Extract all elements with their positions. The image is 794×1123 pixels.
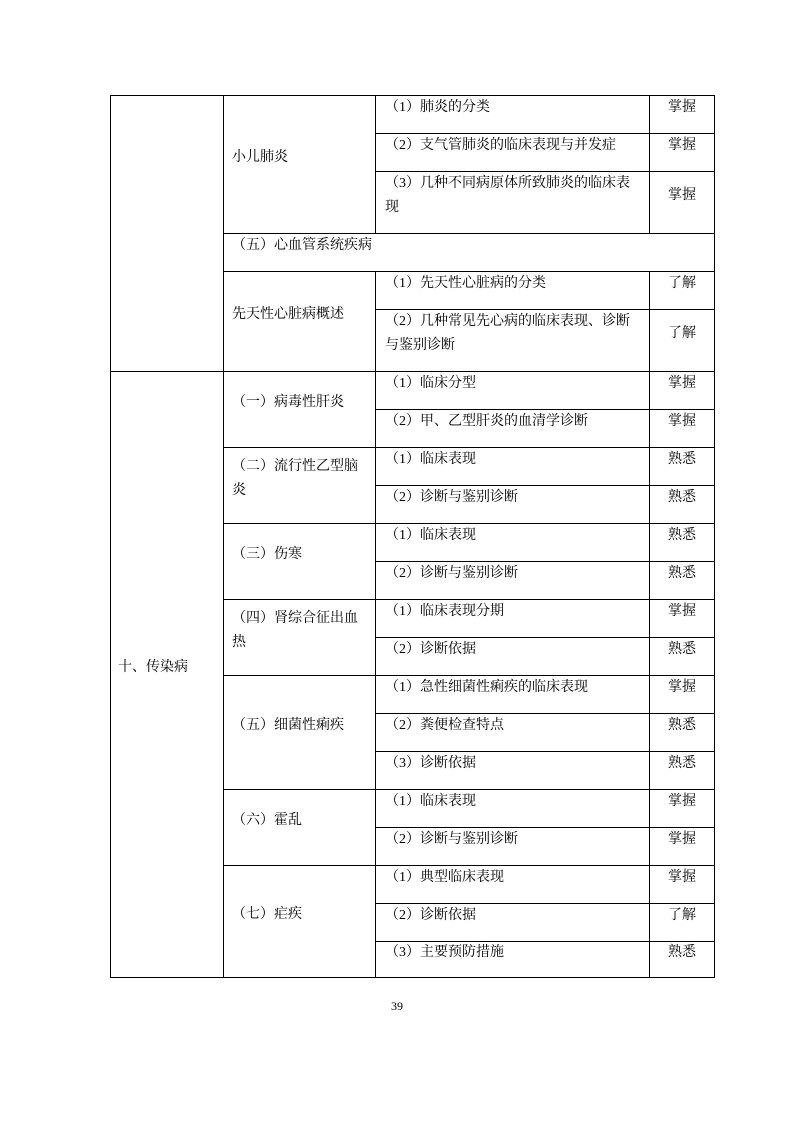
content-cell: （2）诊断与鉴别诊断 [376,828,650,866]
topic-cell: 先天性心脏病概述 [224,272,376,372]
level-cell: 熟悉 [650,486,715,524]
level-cell: 掌握 [650,134,715,172]
content-cell: （1）临床表现 [376,790,650,828]
topic-cell: （四）肾综合征出血热 [224,600,376,676]
level-cell: 熟悉 [650,562,715,600]
category-cell: 十、传染病 [111,372,224,978]
content-cell: （2）几种常见先心病的临床表现、诊断与鉴别诊断 [376,310,650,372]
level-cell: 掌握 [650,372,715,410]
level-cell: 了解 [650,310,715,372]
page-number: 39 [391,999,403,1013]
topic-cell: （三）伤寒 [224,524,376,600]
content-cell: （2）诊断依据 [376,638,650,676]
topic-cell: （五）细菌性痢疾 [224,676,376,790]
content-cell: （3）诊断依据 [376,752,650,790]
level-cell: 掌握 [650,96,715,134]
topic-cell: （六）霍乱 [224,790,376,866]
content-cell: （1）典型临床表现 [376,866,650,904]
level-cell: 掌握 [650,676,715,714]
level-cell: 熟悉 [650,942,715,978]
content-cell: （2）诊断与鉴别诊断 [376,562,650,600]
content-cell: （1）临床表现分期 [376,600,650,638]
content-cell: （3）主要预防措施 [376,942,650,978]
content-cell: （2）粪便检查特点 [376,714,650,752]
topic-cell: （二）流行性乙型脑炎 [224,448,376,524]
content-cell: （1）急性细菌性痢疾的临床表现 [376,676,650,714]
level-cell: 了解 [650,904,715,942]
content-cell: （2）支气管肺炎的临床表现与并发症 [376,134,650,172]
level-cell: 掌握 [650,866,715,904]
level-cell: 掌握 [650,410,715,448]
content-cell: （3）几种不同病原体所致肺炎的临床表现 [376,172,650,234]
level-cell: 掌握 [650,600,715,638]
level-cell: 了解 [650,272,715,310]
topic-cell: （七）疟疾 [224,866,376,978]
content-cell: （1）临床表现 [376,524,650,562]
level-cell: 熟悉 [650,448,715,486]
level-cell: 熟悉 [650,752,715,790]
level-cell: 熟悉 [650,638,715,676]
content-cell: （2）诊断与鉴别诊断 [376,486,650,524]
content-cell: （1）先天性心脏病的分类 [376,272,650,310]
level-cell: 掌握 [650,828,715,866]
content-cell: （2）诊断依据 [376,904,650,942]
content-cell: （1）临床分型 [376,372,650,410]
subheading-cell: （五）心血管系统疾病 [224,234,715,272]
level-cell: 掌握 [650,790,715,828]
topic-cell: 小儿肺炎 [224,96,376,234]
level-cell: 熟悉 [650,714,715,752]
content-cell: （1）肺炎的分类 [376,96,650,134]
level-cell: 掌握 [650,172,715,234]
category-cell-empty [111,96,224,372]
content-cell: （1）临床表现 [376,448,650,486]
syllabus-table [110,95,715,978]
level-cell: 熟悉 [650,524,715,562]
topic-cell: （一）病毒性肝炎 [224,372,376,448]
content-cell: （2）甲、乙型肝炎的血清学诊断 [376,410,650,448]
